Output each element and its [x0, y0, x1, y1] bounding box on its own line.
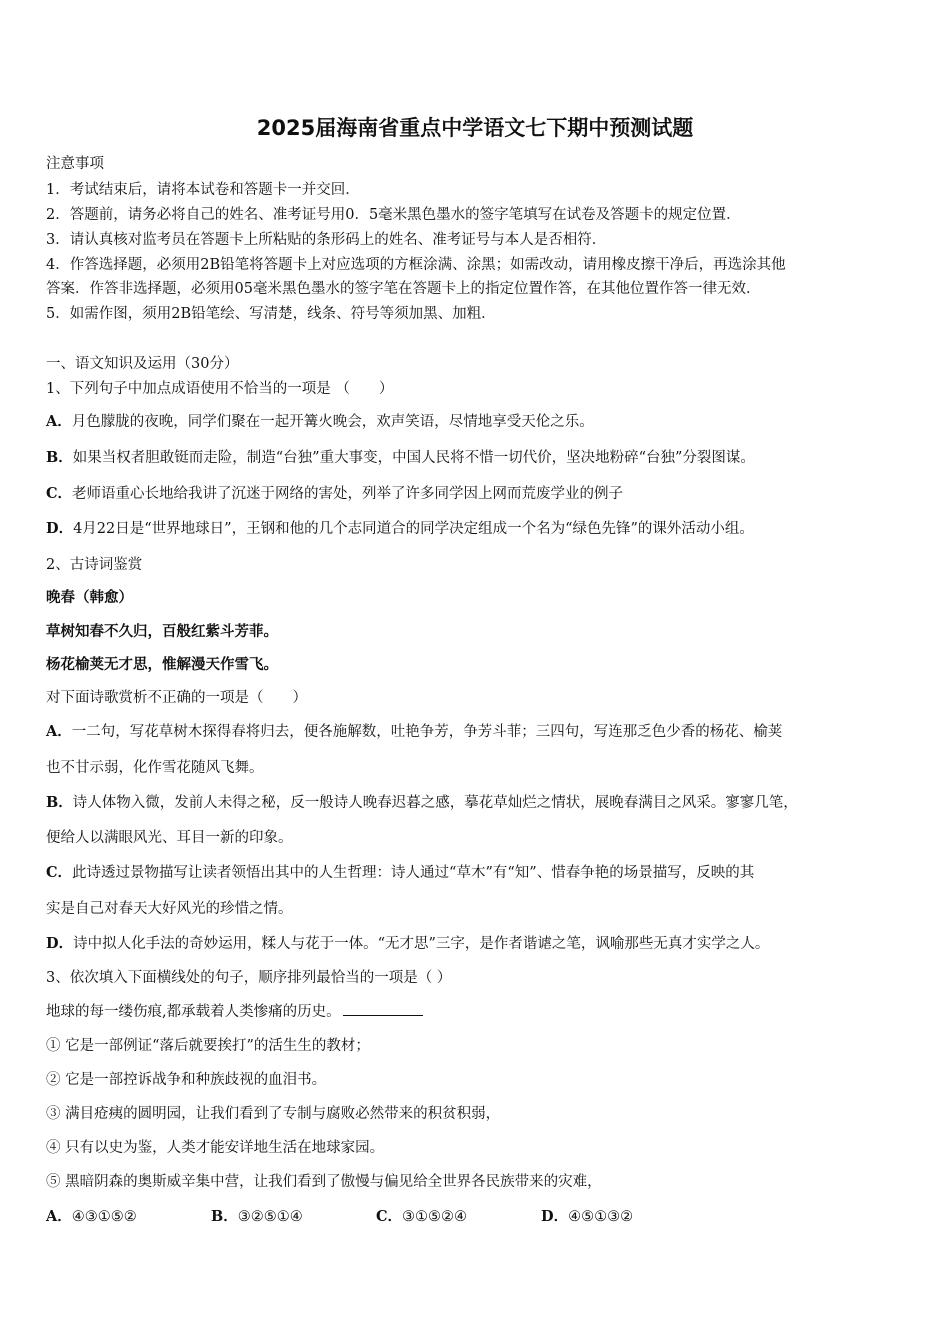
poem-line-1: 草树知春不久归，百般红紫斗芳菲。: [46, 623, 278, 640]
q3-option-c: C．③①⑤②④: [376, 1208, 468, 1225]
q2-option-a-cont: 也不甘示弱，化作雪花随风飞舞。: [46, 760, 264, 776]
poem-title: 晚春（韩愈）: [46, 589, 133, 606]
q3-sentence-3: ③ 满目疮痍的圆明园，让我们看到了专制与腐败必然带来的积贫积弱，: [46, 1106, 501, 1122]
q2-option-b: B．诗人体物入微，发前人未得之秘，反一般诗人晚春迟暮之感，摹花草灿烂之情状，展晚春满目之风采。寥寥几笔，: [46, 794, 798, 811]
notice-heading: 注意事项: [46, 156, 104, 172]
q3-sentence-5: ⑤ 黑暗阴森的奥斯威辛集中营，让我们看到了傲慢与偏见给全世界各民族带来的灾难，: [46, 1174, 602, 1190]
q2-option-d: D．诗中拟人化手法的奇妙运用，糅人与花于一体。“无才思”三字，是作者谐谑之笔，讽喻那些无真才实学之人。: [46, 935, 770, 952]
q2-option-c-cont: 实是自己对春天大好风光的珍惜之情。: [46, 901, 293, 917]
q3-sentence-4: ④ 只有以史为鉴，人类才能安详地生活在地球家园。: [46, 1140, 385, 1156]
q3-option-b: B．③②⑤①④: [211, 1208, 303, 1225]
q3-lead: 地球的每一缕伤痕,都承载着人类惨痛的历史。: [46, 1000, 906, 1021]
notice-item-4-cont: 答案．作答非选择题，必须用05毫米黑色墨水的签字笔在答题卡上的指定位置作答，在其他位置作答一律无效．: [46, 281, 761, 297]
q3-stem: 3、依次填入下面横线处的句子，顺序排列最恰当的一项是（ ）: [46, 970, 452, 986]
q1-option-b: B．如果当权者胆敢铤而走险，制造“台独”重大事变，中国人民将不惜一切代价，坚决地粉碎“台独”分裂图谋。: [46, 449, 755, 466]
q1-option-a: A．月色朦胧的夜晚，同学们聚在一起开篝火晚会，欢声笑语，尽情地享受天伦之乐。: [46, 413, 594, 430]
page-title: 2025届海南省重点中学语文七下期中预测试题: [256, 116, 694, 140]
notice-item-4: 4．作答选择题，必须用2B铅笔将答题卡上对应选项的方框涂满、涂黑；如需改动，请用橡皮擦干净后，再选涂其他: [46, 257, 786, 273]
poem-line-2: 杨花榆荚无才思，惟解漫天作雪飞。: [46, 656, 278, 673]
notice-item-2: 2．答题前，请务必将自己的姓名、准考证号用0．5毫米黑色墨水的签字笔填写在试卷及答题卡的规定位置．: [46, 207, 741, 223]
q1-stem: 1、下列句子中加点成语使用不恰当的一项是 （ ）: [46, 381, 394, 397]
notice-item-5: 5．如需作图，须用2B铅笔绘、写清楚，线条、符号等须加黑、加粗．: [46, 306, 496, 322]
q3-sentence-1: ① 它是一部例证“落后就要挨打”的活生生的教材；: [46, 1038, 370, 1054]
q2-question: 对下面诗歌赏析不正确的一项是（ ）: [46, 690, 307, 706]
answer-blank: [343, 1001, 423, 1016]
notice-item-3: 3．请认真核对监考员在答题卡上所粘贴的条形码上的姓名、准考证号与本人是否相符．: [46, 232, 607, 248]
q3-sentence-2: ② 它是一部控诉战争和种族歧视的血泪书。: [46, 1072, 327, 1088]
section-heading: 一、语文知识及运用（30分）: [46, 356, 239, 372]
q2-option-b-cont: 便给人以满眼风光、耳目一新的印象。: [46, 830, 293, 846]
q2-option-c: C．此诗透过景物描写让读者领悟出其中的人生哲理：诗人通过“草木”有“知”、惜春争艳的场景描写，反映的其: [46, 864, 755, 881]
q1-option-d: D．4月22日是“世界地球日”，王钢和他的几个志同道合的同学决定组成一个名为“绿色先锋”的课外活动小组。: [46, 520, 754, 537]
q3-option-d: D．④⑤①③②: [541, 1208, 634, 1225]
q2-option-a: A．一二句，写花草树木探得春将归去，便各施解数，吐艳争芳，争芳斗菲；三四句，写连那乏色少香的杨花、榆荚: [46, 723, 783, 740]
q3-option-a: A．④③①⑤②: [46, 1208, 137, 1225]
q1-option-c: C．老师语重心长地给我讲了沉迷于网络的害处，列举了许多同学因上网而荒废学业的例子: [46, 485, 624, 502]
notice-item-1: 1．考试结束后，请将本试卷和答题卡一并交回．: [46, 182, 360, 198]
q2-stem: 2、古诗词鉴赏: [46, 557, 143, 573]
